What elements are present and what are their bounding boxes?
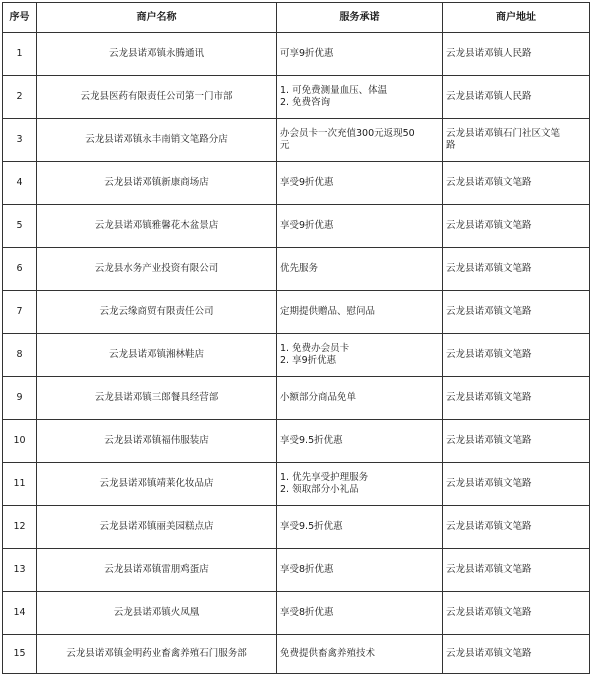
table-row	[3, 205, 590, 248]
service-promise-line: 免费提供畜禽养殖技术	[280, 648, 376, 659]
table-row	[3, 291, 590, 334]
merchant-address	[443, 420, 590, 463]
merchant-address	[443, 549, 590, 592]
row-number: 10	[3, 420, 37, 463]
merchant-address-line: 云龙县诺邓镇文笔路	[446, 478, 532, 489]
row-number: 4	[3, 162, 37, 205]
table-row	[3, 33, 590, 76]
merchant-address	[443, 162, 590, 205]
merchant-address	[443, 76, 590, 119]
header-promise: 服务承诺	[277, 3, 443, 33]
table-row	[3, 635, 590, 674]
header-address: 商户地址	[443, 3, 590, 33]
merchant-table	[2, 2, 590, 674]
row-number: 1	[3, 33, 37, 76]
merchant-name: 云龙县诺邓镇靖莱化妆品店	[37, 463, 277, 506]
merchant-address-line: 云龙县诺邓镇文笔路	[446, 263, 532, 274]
table-body	[3, 33, 590, 674]
service-promise	[277, 119, 443, 162]
service-promise	[277, 162, 443, 205]
service-promise-line: 1. 免费办会员卡	[280, 343, 350, 354]
table-row	[3, 506, 590, 549]
service-promise	[277, 420, 443, 463]
service-promise	[277, 635, 443, 674]
merchant-name: 云龙县诺邓镇金明药业畜禽养殖石门服务部	[37, 635, 277, 674]
table-row	[3, 592, 590, 635]
merchant-address	[443, 291, 590, 334]
service-promise-line: 享受8折优惠	[280, 564, 334, 575]
service-promise-line: 2. 享9折优惠	[280, 355, 337, 366]
service-promise	[277, 291, 443, 334]
merchant-address-line: 云龙县诺邓镇文笔路	[446, 648, 532, 659]
table-row	[3, 119, 590, 162]
merchant-address-line: 路	[446, 140, 456, 151]
service-promise-line: 定期提供赠品、慰问品	[280, 306, 376, 317]
service-promise-line: 享受9折优惠	[280, 177, 334, 188]
service-promise	[277, 377, 443, 420]
service-promise	[277, 549, 443, 592]
merchant-address-line: 云龙县诺邓镇文笔路	[446, 220, 532, 231]
service-promise-line: 优先服务	[280, 263, 319, 274]
table-row	[3, 549, 590, 592]
row-number: 3	[3, 119, 37, 162]
merchant-address	[443, 592, 590, 635]
merchant-address	[443, 248, 590, 291]
table-row	[3, 463, 590, 506]
table-row	[3, 420, 590, 463]
table-row	[3, 377, 590, 420]
merchant-address	[443, 463, 590, 506]
merchant-name: 云龙县诺邓镇火凤凰	[37, 592, 277, 635]
merchant-address	[443, 119, 590, 162]
header-name: 商户名称	[37, 3, 277, 33]
row-number: 8	[3, 334, 37, 377]
merchant-name: 云龙县诺邓镇三郎餐具经营部	[37, 377, 277, 420]
service-promise-line: 小额部分商品免单	[280, 392, 357, 403]
merchant-name: 云龙云缘商贸有限责任公司	[37, 291, 277, 334]
merchant-address-line: 云龙县诺邓镇文笔路	[446, 564, 532, 575]
merchant-address	[443, 635, 590, 674]
service-promise	[277, 205, 443, 248]
row-number: 12	[3, 506, 37, 549]
merchant-address-line: 云龙县诺邓镇石门社区文笔	[446, 128, 561, 139]
row-number: 9	[3, 377, 37, 420]
merchant-name: 云龙县诺邓镇永丰南销文笔路分店	[37, 119, 277, 162]
row-number: 7	[3, 291, 37, 334]
table-header	[3, 3, 590, 33]
merchant-address-line: 云龙县诺邓镇人民路	[446, 48, 532, 59]
service-promise	[277, 506, 443, 549]
table-row	[3, 162, 590, 205]
service-promise-line: 享受9.5折优惠	[280, 521, 343, 532]
merchant-address	[443, 334, 590, 377]
merchant-name: 云龙县诺邓镇永腾通讯	[37, 33, 277, 76]
service-promise-line: 享受9折优惠	[280, 220, 334, 231]
service-promise-line: 2. 领取部分小礼品	[280, 484, 359, 495]
row-number: 11	[3, 463, 37, 506]
service-promise	[277, 334, 443, 377]
service-promise-line: 可享9折优惠	[280, 48, 334, 59]
merchant-address-line: 云龙县诺邓镇文笔路	[446, 349, 532, 360]
merchant-address-line: 云龙县诺邓镇文笔路	[446, 435, 532, 446]
merchant-address-line: 云龙县诺邓镇文笔路	[446, 392, 532, 403]
service-promise-line: 享受9.5折优惠	[280, 435, 343, 446]
row-number: 6	[3, 248, 37, 291]
merchant-name: 云龙县诺邓镇丽美园糕点店	[37, 506, 277, 549]
header-no: 序号	[3, 3, 37, 33]
service-promise-line: 2. 免费咨询	[280, 97, 331, 108]
row-number: 14	[3, 592, 37, 635]
merchant-name: 云龙县诺邓镇雅馨花木盆景店	[37, 205, 277, 248]
merchant-name: 云龙县诺邓镇福伟服装店	[37, 420, 277, 463]
service-promise-line: 享受8折优惠	[280, 607, 334, 618]
merchant-address-line: 云龙县诺邓镇文笔路	[446, 607, 532, 618]
table-row	[3, 248, 590, 291]
merchant-address-line: 云龙县诺邓镇文笔路	[446, 177, 532, 188]
service-promise	[277, 463, 443, 506]
merchant-address	[443, 506, 590, 549]
service-promise-line: 1. 优先享受护理服务	[280, 472, 369, 483]
merchant-name: 云龙县医药有限责任公司第一门市部	[37, 76, 277, 119]
service-promise-line: 1. 可免费测量血压、体温	[280, 85, 388, 96]
merchant-address-line: 云龙县诺邓镇人民路	[446, 91, 532, 102]
merchant-address-line: 云龙县诺邓镇文笔路	[446, 521, 532, 532]
row-number: 5	[3, 205, 37, 248]
merchant-name: 云龙县水务产业投资有限公司	[37, 248, 277, 291]
service-promise-line: 办会员卡一次充值300元返现50	[280, 128, 415, 139]
merchant-address	[443, 377, 590, 420]
merchant-address-line: 云龙县诺邓镇文笔路	[446, 306, 532, 317]
row-number: 2	[3, 76, 37, 119]
service-promise	[277, 33, 443, 76]
merchant-name: 云龙县诺邓镇湘林鞋店	[37, 334, 277, 377]
header-row	[3, 3, 590, 33]
merchant-name: 云龙县诺邓镇新康商场店	[37, 162, 277, 205]
merchant-address	[443, 205, 590, 248]
service-promise-line: 元	[280, 140, 290, 151]
table-row	[3, 334, 590, 377]
service-promise	[277, 592, 443, 635]
row-number: 15	[3, 635, 37, 674]
table-row	[3, 76, 590, 119]
merchant-name: 云龙县诺邓镇雷朋鸡蛋店	[37, 549, 277, 592]
row-number: 13	[3, 549, 37, 592]
service-promise	[277, 76, 443, 119]
service-promise	[277, 248, 443, 291]
merchant-address	[443, 33, 590, 76]
